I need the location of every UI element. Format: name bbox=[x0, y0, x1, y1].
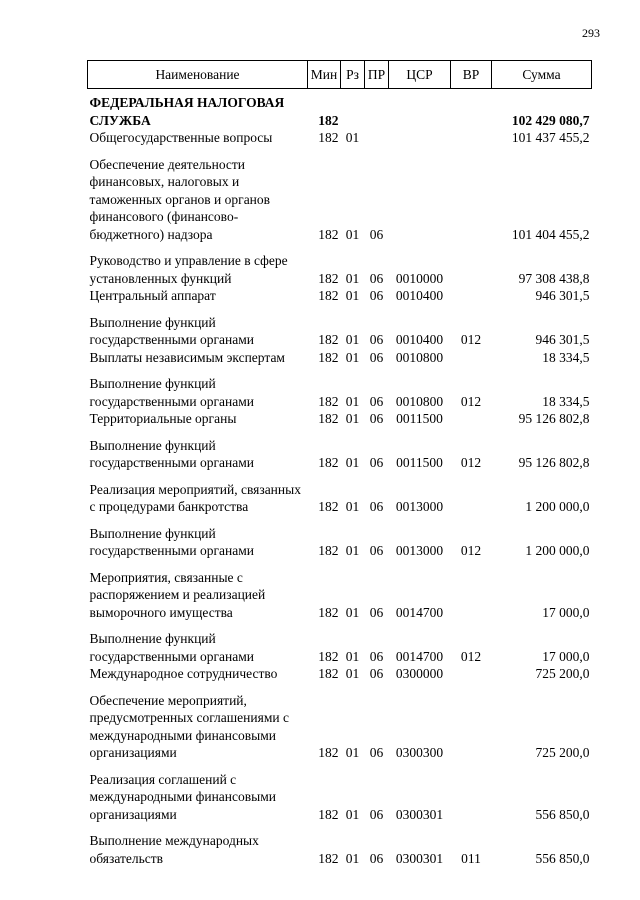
cell-name: Руководство и управление в сфере установленных функций bbox=[89, 253, 288, 286]
table-body bbox=[88, 89, 592, 868]
cell-min: 182 bbox=[318, 499, 339, 514]
table-row bbox=[88, 665, 592, 683]
cell-sum: 725 200,0 bbox=[535, 745, 590, 760]
cell-pr bbox=[365, 129, 389, 147]
cell-min: 182 bbox=[318, 349, 339, 365]
cell-sum: 18 334,5 bbox=[542, 393, 590, 409]
cell-sum: 101 437 455,2 bbox=[511, 130, 590, 145]
cell-vr bbox=[451, 560, 492, 622]
cell-min: 182 bbox=[318, 332, 339, 347]
cell-csr: 0014700 bbox=[395, 648, 444, 664]
cell-pr: 06 bbox=[369, 648, 384, 664]
cell-sum: 1 200 000,0 bbox=[525, 543, 590, 558]
cell-vr bbox=[451, 410, 492, 428]
cell-csr bbox=[389, 129, 451, 147]
cell-rz: 01 bbox=[345, 850, 360, 866]
cell-rz: 01 bbox=[345, 332, 360, 347]
cell-name: Центральный аппарат bbox=[89, 288, 216, 303]
cell-min: 182 bbox=[318, 130, 339, 145]
cell-name: Мероприятия, связанные с распоряжением и реализацией выморочного имущества bbox=[89, 569, 266, 620]
cell-sum: 556 850,0 bbox=[535, 806, 590, 822]
table-row bbox=[88, 89, 592, 130]
cell-sum: 946 301,5 bbox=[535, 332, 590, 347]
cell-pr: 06 bbox=[369, 455, 384, 470]
cell-name: Выполнение функций государственными органами bbox=[89, 314, 254, 347]
cell-rz: 01 bbox=[345, 455, 360, 470]
table-row bbox=[88, 621, 592, 665]
cell-name: Международное сотрудничество bbox=[89, 666, 278, 681]
cell-min: 182 bbox=[318, 806, 339, 822]
cell-csr: 0013000 bbox=[395, 499, 444, 514]
cell-min: 182 bbox=[318, 270, 339, 286]
header-min: Мин bbox=[308, 61, 341, 89]
cell-csr: 0011500 bbox=[396, 411, 443, 426]
cell-csr: 0300000 bbox=[395, 666, 444, 681]
table-row bbox=[88, 305, 592, 349]
cell-min: 182 bbox=[318, 666, 339, 681]
cell-rz: 01 bbox=[345, 543, 360, 558]
cell-sum: 18 334,5 bbox=[542, 349, 590, 365]
cell-min: 182 bbox=[318, 112, 339, 128]
cell-sum: 101 404 455,2 bbox=[511, 226, 590, 242]
cell-vr bbox=[451, 762, 492, 824]
cell-vr: 012 bbox=[460, 455, 482, 470]
cell-name: Выполнение функций государственными органами bbox=[89, 437, 254, 470]
cell-rz: 01 bbox=[345, 745, 360, 760]
cell-pr: 06 bbox=[369, 411, 384, 426]
table-row bbox=[88, 243, 592, 287]
cell-pr: 06 bbox=[369, 226, 384, 242]
cell-pr bbox=[365, 89, 389, 130]
cell-vr bbox=[451, 147, 492, 244]
cell-csr: 0010400 bbox=[395, 288, 444, 303]
cell-vr: 012 bbox=[460, 543, 482, 558]
cell-pr: 06 bbox=[369, 666, 384, 681]
cell-min: 182 bbox=[318, 850, 339, 866]
cell-sum: 95 126 802,8 bbox=[518, 411, 590, 426]
cell-pr: 06 bbox=[369, 332, 384, 347]
cell-csr: 0300301 bbox=[395, 806, 444, 822]
cell-sum: 95 126 802,8 bbox=[518, 455, 590, 470]
cell-min: 182 bbox=[318, 226, 339, 242]
cell-sum: 17 000,0 bbox=[542, 604, 590, 620]
cell-sum: 725 200,0 bbox=[535, 666, 590, 681]
cell-name: Выполнение функций государственными органами bbox=[89, 525, 254, 558]
header-rz: Рз bbox=[341, 61, 365, 89]
cell-csr: 0013000 bbox=[395, 543, 444, 558]
cell-csr bbox=[389, 147, 451, 244]
cell-csr: 0300301 bbox=[395, 850, 444, 866]
cell-rz: 01 bbox=[345, 499, 360, 514]
cell-rz bbox=[341, 89, 365, 130]
table-row bbox=[88, 560, 592, 622]
cell-min: 182 bbox=[318, 288, 339, 303]
cell-rz: 01 bbox=[345, 288, 360, 303]
cell-min: 182 bbox=[318, 393, 339, 409]
cell-pr: 06 bbox=[369, 499, 384, 514]
cell-rz: 01 bbox=[345, 393, 360, 409]
cell-vr: 012 bbox=[460, 332, 482, 347]
table-header bbox=[88, 61, 592, 89]
cell-min: 182 bbox=[318, 411, 339, 426]
table-row bbox=[88, 129, 592, 147]
table-row bbox=[88, 287, 592, 305]
cell-name: Выполнение функций государственными органами bbox=[89, 631, 254, 664]
table-row bbox=[88, 147, 592, 244]
table-row bbox=[88, 762, 592, 824]
table-row bbox=[88, 516, 592, 560]
cell-rz: 01 bbox=[345, 130, 360, 145]
cell-rz: 01 bbox=[345, 349, 360, 365]
cell-vr bbox=[451, 89, 492, 130]
cell-pr: 06 bbox=[369, 806, 384, 822]
cell-vr bbox=[451, 349, 492, 367]
cell-sum: 17 000,0 bbox=[542, 648, 590, 664]
cell-pr: 06 bbox=[369, 349, 384, 365]
budget-table bbox=[87, 60, 592, 867]
cell-min: 182 bbox=[318, 543, 339, 558]
cell-sum: 97 308 438,8 bbox=[518, 270, 590, 286]
cell-csr: 0010800 bbox=[395, 349, 444, 365]
cell-csr: 0011500 bbox=[396, 455, 443, 470]
cell-name: Реализация соглашений с международными финансовыми организациями bbox=[89, 771, 276, 822]
cell-vr bbox=[451, 665, 492, 683]
cell-sum: 946 301,5 bbox=[535, 288, 590, 303]
cell-min: 182 bbox=[318, 648, 339, 664]
cell-name: Обеспечение деятельности финансовых, налоговых и таможенных органов и органов финансового (финансово-бюджетного) надзора bbox=[89, 156, 271, 242]
cell-name: Территориальные органы bbox=[89, 411, 237, 426]
cell-vr bbox=[451, 129, 492, 147]
cell-vr: 012 bbox=[460, 648, 482, 664]
cell-rz: 01 bbox=[345, 226, 360, 242]
header-name: Наименование bbox=[88, 61, 308, 89]
cell-rz: 01 bbox=[345, 806, 360, 822]
table-row bbox=[88, 410, 592, 428]
cell-pr: 06 bbox=[369, 543, 384, 558]
cell-vr: 012 bbox=[460, 393, 482, 409]
cell-name: Выплаты независимым экспертам bbox=[89, 349, 285, 365]
cell-min: 182 bbox=[318, 455, 339, 470]
table-row bbox=[88, 683, 592, 762]
table-row bbox=[88, 472, 592, 516]
cell-pr: 06 bbox=[369, 288, 384, 303]
cell-min: 182 bbox=[318, 604, 339, 620]
cell-csr: 0010800 bbox=[395, 393, 444, 409]
table-row bbox=[88, 349, 592, 367]
cell-csr bbox=[389, 89, 451, 130]
header-csr: ЦСР bbox=[389, 61, 451, 89]
cell-pr: 06 bbox=[369, 850, 384, 866]
cell-csr: 0014700 bbox=[395, 604, 444, 620]
cell-vr bbox=[451, 287, 492, 305]
cell-name: Реализация мероприятий, связанных с процедурами банкротства bbox=[89, 481, 301, 514]
cell-min: 182 bbox=[318, 745, 339, 760]
cell-vr bbox=[451, 243, 492, 287]
cell-name: Общегосударственные вопросы bbox=[89, 130, 273, 145]
cell-sum: 102 429 080,7 bbox=[511, 112, 590, 128]
cell-pr: 06 bbox=[369, 270, 384, 286]
cell-rz: 01 bbox=[345, 270, 360, 286]
header-vr: ВР bbox=[451, 61, 492, 89]
page-number: 293 bbox=[582, 26, 600, 40]
cell-name: Выполнение функций государственными органами bbox=[89, 376, 254, 409]
cell-csr: 0010400 bbox=[395, 332, 444, 347]
cell-vr bbox=[451, 472, 492, 516]
header-sum: Сумма bbox=[492, 61, 592, 89]
cell-csr: 0300300 bbox=[395, 745, 444, 760]
cell-sum: 556 850,0 bbox=[535, 850, 590, 866]
table-row bbox=[88, 366, 592, 410]
cell-vr bbox=[451, 683, 492, 762]
table-row bbox=[88, 428, 592, 472]
header-pr: ПР bbox=[365, 61, 389, 89]
cell-sum: 1 200 000,0 bbox=[525, 499, 590, 514]
cell-rz: 01 bbox=[345, 604, 360, 620]
cell-name: Выполнение международных обязательств bbox=[89, 833, 259, 866]
cell-rz: 01 bbox=[345, 411, 360, 426]
cell-rz: 01 bbox=[345, 648, 360, 664]
cell-name: ФЕДЕРАЛЬНАЯ НАЛОГОВАЯ СЛУЖБА bbox=[89, 95, 285, 128]
cell-csr: 0010000 bbox=[395, 270, 444, 286]
cell-vr: 011 bbox=[461, 850, 481, 866]
cell-pr: 06 bbox=[369, 745, 384, 760]
cell-pr: 06 bbox=[369, 393, 384, 409]
cell-name: Обеспечение мероприятий, предусмотренных соглашениями с международными финансовыми организациями bbox=[89, 692, 289, 760]
cell-pr: 06 bbox=[369, 604, 384, 620]
table-row bbox=[88, 823, 592, 867]
cell-rz: 01 bbox=[345, 666, 360, 681]
